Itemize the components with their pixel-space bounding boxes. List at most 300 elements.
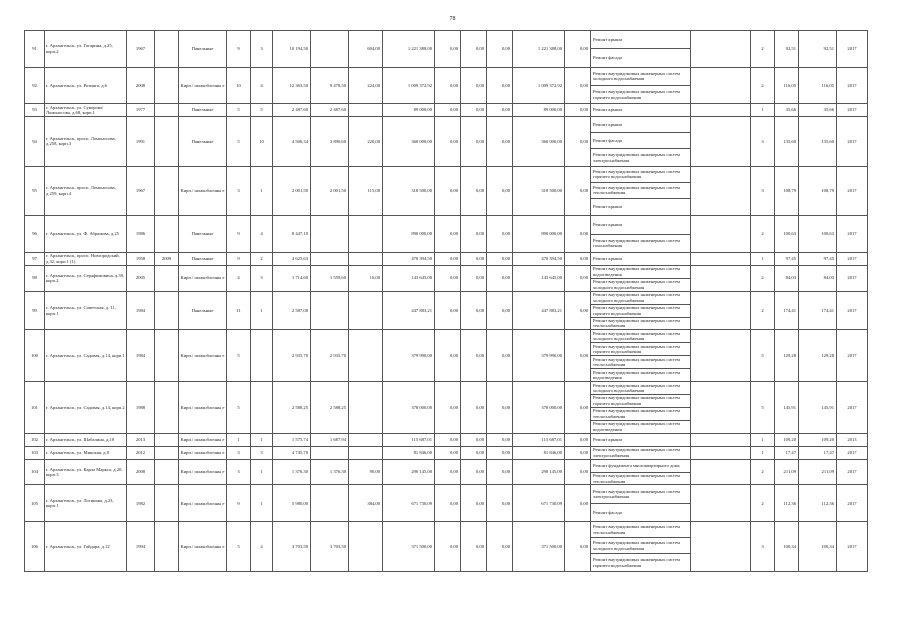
cell-addr: г. Архангельск, ул. Садовая, д.14, корп.1	[45, 330, 127, 382]
cell-s: 3	[751, 166, 775, 216]
cell-floors: 3	[227, 459, 251, 485]
repair-work-cell: Ремонт внутридомовых инженерных систем холодного водоснабжения	[591, 278, 691, 291]
empty-cell	[691, 265, 751, 291]
table-row	[25, 104, 868, 117]
cell-y: 2017	[837, 117, 868, 167]
cell-z3: 0,00	[487, 265, 513, 291]
cell-a2: 2 001,50	[311, 166, 349, 216]
cell-s: 2	[751, 31, 775, 68]
cell-u1: 100,63	[775, 216, 799, 253]
cell-z3: 0,00	[487, 485, 513, 522]
cell-u1: 112,36	[775, 485, 799, 522]
cell-z1: 0,00	[435, 31, 461, 68]
cell-cost: 89 000,00	[383, 104, 435, 117]
empty-cell	[691, 446, 751, 459]
cell-p	[349, 216, 383, 253]
empty-cell	[691, 216, 751, 253]
cell-u1: 92,51	[775, 31, 799, 68]
cell-z2: 0,00	[461, 265, 487, 291]
cell-no: 99	[25, 291, 45, 330]
cell-z2: 0,00	[461, 117, 487, 167]
cell-entr: 4	[251, 216, 273, 253]
repair-work-cell: Ремонт внутридомовых инженерных систем теплоснабжения	[591, 317, 691, 330]
empty-cell	[691, 67, 751, 104]
cell-z2: 0,00	[461, 104, 487, 117]
cell-floors: 9	[227, 216, 251, 253]
cell-p	[349, 291, 383, 330]
cell-cost: 318 500,00	[383, 166, 435, 216]
table-row	[25, 459, 868, 472]
cell-u1: 108,79	[775, 166, 799, 216]
cell-y: 2017	[837, 166, 868, 216]
cell-u1: 116,05	[775, 67, 799, 104]
table-row	[25, 265, 868, 278]
cell-s: 1	[751, 446, 775, 459]
cell-a2	[311, 31, 349, 68]
cell-z4: 0,00	[565, 67, 591, 104]
empty-cell	[691, 117, 751, 167]
cell-z4: 0,00	[565, 459, 591, 485]
cell-z2: 0,00	[461, 330, 487, 382]
capital-repair-register-table	[24, 30, 868, 572]
repair-work-cell: Ремонт внутридомовых инженерных систем горячего водоснабжения	[591, 554, 691, 572]
cell-s: 5	[751, 330, 775, 382]
cell-p	[349, 446, 383, 459]
cell-cost: 143 645,00	[383, 265, 435, 291]
cell-no: 103	[25, 446, 45, 459]
repair-work-cell: Ремонт внутридомовых инженерных систем электроснабжения	[591, 446, 691, 459]
repair-work-cell: Ремонт внутридомовых инженерных систем горячего водоснабжения	[591, 166, 691, 182]
cell-year: 1967	[127, 166, 155, 216]
cell-z3: 0,00	[487, 117, 513, 167]
cell-cost: 1 221 388,00	[383, 31, 435, 68]
empty-cell	[691, 104, 751, 117]
cell-p: 115,00	[349, 166, 383, 216]
cell-year: 1967	[127, 31, 155, 68]
cell-y: 2017	[837, 67, 868, 104]
cell-u2: 112,36	[799, 485, 837, 522]
repair-work-cell: Ремонт внутридомовых инженерных систем теплоснабжения	[591, 522, 691, 538]
cell-z1: 0,00	[435, 459, 461, 485]
cell-p: 90,00	[349, 459, 383, 485]
cell-entr: 3	[251, 446, 273, 459]
cell-p: 384,00	[349, 485, 383, 522]
cell-no: 92	[25, 67, 45, 104]
repair-work-cell: Ремонт внутридомовых инженерных систем электроснабжения	[591, 485, 691, 503]
cell-a1: 4 625,63	[273, 252, 311, 265]
cell-u1: 100,34	[775, 522, 799, 572]
cell-year2	[155, 104, 179, 117]
cell-p	[349, 522, 383, 572]
cell-no: 106	[25, 522, 45, 572]
cell-cost: 671 730,09	[383, 485, 435, 522]
cell-floors: 3	[227, 446, 251, 459]
cell-floors: 3	[227, 166, 251, 216]
cell-entr: 10	[251, 117, 273, 167]
empty-cell	[691, 31, 751, 68]
cell-no: 100	[25, 330, 45, 382]
cell-year2	[155, 31, 179, 68]
repair-work-cell: Ремонт крыши	[591, 117, 691, 133]
cell-z3: 0,00	[487, 166, 513, 216]
cell-s: 2	[751, 485, 775, 522]
cell-year2	[155, 67, 179, 104]
repair-work-cell: Ремонт внутридомовых инженерных систем теплоснабжения	[591, 407, 691, 420]
cell-u2: 97,45	[799, 252, 837, 265]
cell-p	[349, 433, 383, 446]
cell-cost: 379 990,00	[383, 330, 435, 382]
cell-wall: Панельные	[179, 104, 227, 117]
cell-z4: 0,00	[565, 265, 591, 291]
table-row	[25, 216, 868, 234]
cell-wall: Панельные	[179, 291, 227, 330]
cell-addr: г. Архангельск, ул. Карла Маркса, д.20, корп.3	[45, 459, 127, 485]
cell-s: 1	[751, 104, 775, 117]
cell-z4: 0,00	[565, 330, 591, 382]
cell-z4: 0,00	[565, 382, 591, 434]
cell-z3: 0,00	[487, 446, 513, 459]
cell-addr: г. Архангельск, ул. Суворова/Ломоносова, д.68, корп.1	[45, 104, 127, 117]
cell-cost: 115 687,01	[383, 433, 435, 446]
cell-total: 143 645,00	[513, 265, 565, 291]
cell-cost: 378 000,00	[383, 382, 435, 434]
cell-a1: 2 001,50	[273, 166, 311, 216]
cell-total: 378 000,00	[513, 382, 565, 434]
cell-wall: Кирп./ шлакоблочны е	[179, 265, 227, 291]
cell-addr: г. Архангельск, ул. Ф. Абрамова, д.25	[45, 216, 127, 253]
cell-cost: 890 000,00	[383, 216, 435, 253]
cell-year2	[155, 265, 179, 291]
cell-u1: 174,41	[775, 291, 799, 330]
cell-z4: 0,00	[565, 446, 591, 459]
cell-p	[349, 330, 383, 382]
cell-total: 81 846,00	[513, 446, 565, 459]
cell-year: 1958	[127, 252, 155, 265]
cell-z3: 0,00	[487, 382, 513, 434]
repair-work-cell: Ремонт внутридомовых инженерных систем горячего водоснабжения	[591, 85, 691, 103]
cell-no: 98	[25, 265, 45, 291]
cell-s: 1	[751, 433, 775, 446]
repair-work-cell: Ремонт внутридомовых инженерных систем теплоснабжения	[591, 472, 691, 485]
cell-u1: 35,66	[775, 104, 799, 117]
repair-work-cell: Ремонт внутридомовых инженерных систем холодного водоснабжения	[591, 382, 691, 395]
cell-s: 3	[751, 522, 775, 572]
cell-u1: 109,20	[775, 433, 799, 446]
cell-floors: 5	[227, 104, 251, 117]
cell-a1: 2 587,00	[273, 291, 311, 330]
cell-floors: 11	[227, 291, 251, 330]
repair-work-cell: Ремонт крыши	[591, 104, 691, 117]
cell-year: 1984	[127, 330, 155, 382]
empty-cell	[691, 330, 751, 382]
cell-z1: 0,00	[435, 117, 461, 167]
cell-year2	[155, 446, 179, 459]
cell-addr: г. Архангельск, ул. Гайдара, д.12	[45, 522, 127, 572]
cell-a2	[311, 252, 349, 265]
cell-cost: 360 000,00	[383, 117, 435, 167]
cell-addr: г. Архангельск, ул. Минская, д.8	[45, 446, 127, 459]
table-row	[25, 31, 868, 49]
cell-entr: 4	[251, 522, 273, 572]
cell-a1: 4 745,70	[273, 446, 311, 459]
cell-u2: 100,63	[799, 216, 837, 253]
cell-wall: Кирп./ шлакоблочны е	[179, 330, 227, 382]
cell-a2	[311, 291, 349, 330]
cell-a2: 1 376,30	[311, 459, 349, 485]
cell-year2	[155, 485, 179, 522]
table-row	[25, 522, 868, 538]
cell-z2: 0,00	[461, 446, 487, 459]
repair-work-cell: Ремонт внутридомовых инженерных систем электроснабжения	[591, 149, 691, 166]
cell-cost: 371 500,00	[383, 522, 435, 572]
cell-z3: 0,00	[487, 252, 513, 265]
cell-z3: 0,00	[487, 216, 513, 253]
empty-cell	[691, 459, 751, 485]
cell-a2	[311, 485, 349, 522]
cell-total: 290 145,00	[513, 459, 565, 485]
cell-cost: 470 394,50	[383, 252, 435, 265]
cell-a2: 2 588,25	[311, 382, 349, 434]
cell-no: 102	[25, 433, 45, 446]
empty-cell	[691, 382, 751, 434]
cell-z2: 0,00	[461, 382, 487, 434]
cell-wall: Кирп./ шлакоблочны е	[179, 433, 227, 446]
cell-total: 1 221 388,00	[513, 31, 565, 68]
cell-s: 1	[751, 252, 775, 265]
cell-floors: 5	[227, 382, 251, 434]
cell-floors: 5	[227, 330, 251, 382]
cell-y: 2017	[837, 291, 868, 330]
cell-year2	[155, 433, 179, 446]
cell-y: 2017	[837, 252, 868, 265]
cell-z4: 0,00	[565, 216, 591, 253]
cell-z2: 0,00	[461, 31, 487, 68]
cell-y: 2017	[837, 104, 868, 117]
cell-s: 5	[751, 382, 775, 434]
cell-z4: 0,00	[565, 252, 591, 265]
cell-floors: 9	[227, 485, 251, 522]
cell-year: 1986	[127, 216, 155, 253]
cell-z1: 0,00	[435, 433, 461, 446]
cell-z4: 0,00	[565, 522, 591, 572]
cell-u2: 100,34	[799, 522, 837, 572]
repair-work-cell: Ремонт внутридомовых инженерных систем газоснабжения	[591, 234, 691, 252]
cell-year2	[155, 166, 179, 216]
cell-s: 2	[751, 459, 775, 485]
cell-year: 1982	[127, 485, 155, 522]
cell-u1: 84,03	[775, 265, 799, 291]
cell-y: 2017	[837, 446, 868, 459]
cell-z3: 0,00	[487, 522, 513, 572]
cell-year: 2013	[127, 433, 155, 446]
cell-wall: Кирп./ шлакоблочны е	[179, 166, 227, 216]
cell-z1: 0,00	[435, 252, 461, 265]
cell-wall: Кирп./ шлакоблочны е	[179, 382, 227, 434]
cell-s: 3	[751, 117, 775, 167]
cell-y: 2017	[837, 485, 868, 522]
cell-z2: 0,00	[461, 252, 487, 265]
cell-no: 105	[25, 485, 45, 522]
cell-a1: 3 703,50	[273, 522, 311, 572]
cell-u1: 97,45	[775, 252, 799, 265]
cell-a2	[311, 216, 349, 253]
cell-s: 2	[751, 216, 775, 253]
cell-y: 2017	[837, 216, 868, 253]
cell-no: 95	[25, 166, 45, 216]
cell-a1: 2 487,60	[273, 104, 311, 117]
cell-wall: Кирп./ шлакоблочны е	[179, 522, 227, 572]
cell-entr: 1	[251, 433, 273, 446]
cell-a2: 3 890,60	[311, 117, 349, 167]
cell-addr: г. Архангельск, просп. Новгородский, д.32, корп.1 (1)	[45, 252, 127, 265]
cell-cost: 1 009 372,92	[383, 67, 435, 104]
cell-addr: г. Архангельск, ул. Советская, д. 11, корп.1	[45, 291, 127, 330]
cell-addr: г. Архангельск, просп. Ломоносова, д.258, корп.3	[45, 117, 127, 167]
cell-year2	[155, 291, 179, 330]
cell-total: 360 000,00	[513, 117, 565, 167]
table-row	[25, 433, 868, 446]
cell-cost: 447 883,21	[383, 291, 435, 330]
cell-addr: г. Архангельск, ул. Розинга, д.6	[45, 67, 127, 104]
cell-z3: 0,00	[487, 291, 513, 330]
cell-p: 16,00	[349, 265, 383, 291]
cell-floors: 9	[227, 252, 251, 265]
cell-year2	[155, 330, 179, 382]
cell-a1: 4 506,34	[273, 117, 311, 167]
cell-p	[349, 252, 383, 265]
cell-no: 93	[25, 104, 45, 117]
cell-no: 94	[25, 117, 45, 167]
cell-z2: 0,00	[461, 459, 487, 485]
cell-total: 115 687,01	[513, 433, 565, 446]
cell-year2	[155, 522, 179, 572]
cell-entr: 1	[251, 485, 273, 522]
cell-z2: 0,00	[461, 216, 487, 253]
cell-total: 470 394,50	[513, 252, 565, 265]
cell-wall: Кирп./ шлакоблочны е	[179, 459, 227, 485]
cell-year: 1977	[127, 104, 155, 117]
cell-addr: г. Архангельск, ул. Логинова, д.23, корп.1	[45, 485, 127, 522]
cell-u2: 84,03	[799, 265, 837, 291]
cell-u2: 211,09	[799, 459, 837, 485]
cell-addr: г. Архангельск, просп. Ломоносова, д.259, корп.4	[45, 166, 127, 216]
repair-work-cell: Ремонт внутридомовых инженерных систем горячего водоснабжения	[591, 343, 691, 356]
cell-year2	[155, 216, 179, 253]
cell-wall: Панельные	[179, 252, 227, 265]
cell-floors: 5	[227, 117, 251, 167]
empty-cell	[691, 252, 751, 265]
cell-y: 2017	[837, 31, 868, 68]
cell-y: 2013	[837, 433, 868, 446]
cell-a2: 2 487,60	[311, 104, 349, 117]
empty-cell	[691, 522, 751, 572]
cell-z4: 0,00	[565, 485, 591, 522]
repair-work-cell: Ремонт фундамента многоквартирного дома	[591, 459, 691, 472]
cell-u2: 17,47	[799, 446, 837, 459]
cell-z1: 0,00	[435, 446, 461, 459]
cell-no: 91	[25, 31, 45, 68]
repair-work-cell: Ремонт крыши	[591, 199, 691, 216]
repair-work-cell: Ремонт крыши	[591, 216, 691, 234]
cell-a1: 12 363,50	[273, 67, 311, 104]
cell-entr	[251, 382, 273, 434]
cell-wall: Панельные	[179, 31, 227, 68]
cell-z1: 0,00	[435, 330, 461, 382]
repair-work-cell: Ремонт внутридомовых инженерных систем теплоснабжения	[591, 182, 691, 198]
cell-entr: 2	[251, 252, 273, 265]
cell-u2: 108,79	[799, 166, 837, 216]
cell-addr: г. Архангельск, ул. Садовая, д.14, корп.2	[45, 382, 127, 434]
cell-a2: 2 935,70	[311, 330, 349, 382]
cell-u1: 129,28	[775, 330, 799, 382]
cell-z1: 0,00	[435, 522, 461, 572]
cell-addr: г. Архангельск, ул. Шабалина, д.10	[45, 433, 127, 446]
cell-u2: 92,51	[799, 31, 837, 68]
cell-a2	[311, 446, 349, 459]
cell-year: 1988	[127, 382, 155, 434]
cell-year2	[155, 459, 179, 485]
repair-work-cell: Ремонт фасада	[591, 133, 691, 149]
cell-total: 318 500,00	[513, 166, 565, 216]
cell-u2: 145,91	[799, 382, 837, 434]
table-row	[25, 252, 868, 265]
cell-p: 220,00	[349, 117, 383, 167]
cell-p	[349, 104, 383, 117]
table-row	[25, 485, 868, 503]
cell-u2: 135,60	[799, 117, 837, 167]
cell-wall: Панельные	[179, 216, 227, 253]
cell-z1: 0,00	[435, 67, 461, 104]
cell-p	[349, 382, 383, 434]
cell-no: 101	[25, 382, 45, 434]
cell-total: 671 730,09	[513, 485, 565, 522]
cell-a2: 9 478,50	[311, 67, 349, 104]
cell-cost: 81 846,00	[383, 446, 435, 459]
cell-z4: 0,00	[565, 31, 591, 68]
cell-total: 379 990,00	[513, 330, 565, 382]
cell-z3: 0,00	[487, 31, 513, 68]
cell-u2: 109,20	[799, 433, 837, 446]
cell-a2: 3 703,50	[311, 522, 349, 572]
cell-no: 96	[25, 216, 45, 253]
repair-work-cell: Ремонт внутридомовых инженерных систем холодного водоснабжения	[591, 330, 691, 343]
cell-wall: Кирп./ шлакоблочны е	[179, 485, 227, 522]
repair-work-cell: Ремонт крыши	[591, 252, 691, 265]
cell-s: 2	[751, 291, 775, 330]
table-row	[25, 446, 868, 459]
cell-z2: 0,00	[461, 522, 487, 572]
table-row	[25, 382, 868, 395]
cell-y: 2017	[837, 265, 868, 291]
cell-u2: 174,41	[799, 291, 837, 330]
cell-year2	[155, 117, 179, 167]
cell-z3: 0,00	[487, 330, 513, 382]
cell-total: 447 883,21	[513, 291, 565, 330]
cell-year: 2008	[127, 459, 155, 485]
cell-floors: 9	[227, 31, 251, 68]
cell-total: 1 009 372,92	[513, 67, 565, 104]
repair-work-cell: Ремонт крыши	[591, 433, 691, 446]
cell-wall: Кирп./ шлакоблочны е	[179, 446, 227, 459]
cell-addr: г. Архангельск, ул. Серафимовича, д.39, корп.2	[45, 265, 127, 291]
cell-entr: 5	[251, 104, 273, 117]
table-row	[25, 67, 868, 85]
cell-a1: 10 194,50	[273, 31, 311, 68]
cell-u2: 129,28	[799, 330, 837, 382]
cell-total: 890 000,00	[513, 216, 565, 253]
empty-cell	[691, 291, 751, 330]
cell-year2	[155, 382, 179, 434]
